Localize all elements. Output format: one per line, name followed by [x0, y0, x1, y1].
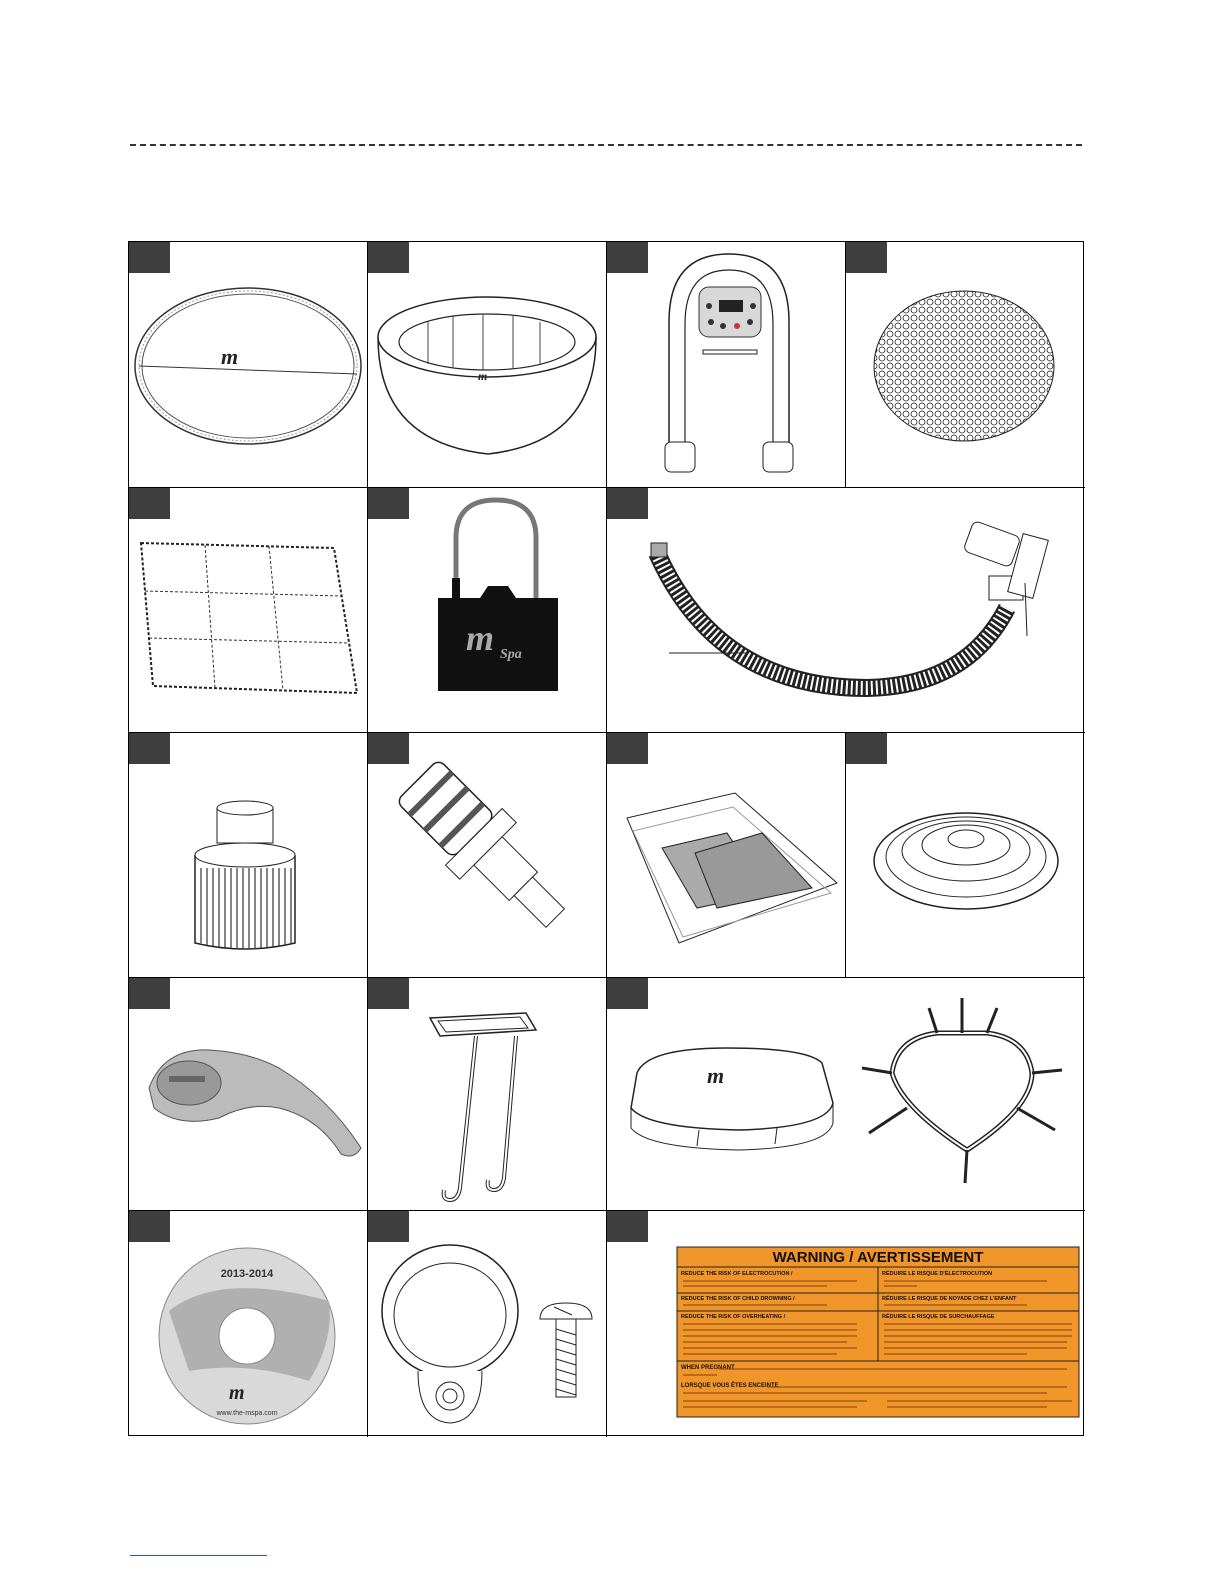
part-handle-wrench	[129, 978, 368, 1211]
floor-protector-illustration	[846, 242, 1085, 488]
part-pool-mat	[846, 733, 1085, 978]
part-floor-protector	[846, 242, 1085, 488]
warning-heading-3-en: REDUCE THE RISK OF OVERHEATING /	[681, 1314, 786, 1320]
part-manual-cd	[129, 1211, 368, 1437]
part-warning-label	[607, 1211, 1085, 1437]
part-ring-and-screw	[368, 1211, 607, 1437]
cup-holder-hook-illustration	[368, 978, 607, 1211]
cover-lid-illustration	[129, 242, 368, 488]
control-unit-illustration	[607, 242, 846, 488]
warning-label-illustration	[607, 1211, 1085, 1437]
part-hose-connector	[607, 488, 1085, 733]
ring-and-screw-illustration	[368, 1211, 607, 1437]
cover-and-frame-illustration	[607, 978, 1085, 1211]
manual-cd-illustration	[129, 1211, 368, 1437]
brand-logo: m	[466, 618, 495, 658]
warning-heading-4-en: WHEN PREGNANT	[681, 1365, 735, 1371]
spa-tub-illustration	[368, 242, 607, 488]
cd-url: www.the-mspa.com	[216, 1410, 278, 1417]
warning-heading-1-fr: RÉDUIRE LE RISQUE D'ÉLECTROCUTION	[882, 1271, 993, 1277]
part-valve-plug	[368, 733, 607, 978]
brand-logo: m	[229, 1382, 245, 1404]
brand-logo: m	[221, 344, 239, 369]
footer-link-underline[interactable]	[130, 1555, 267, 1556]
part-cup-holder-hook	[368, 978, 607, 1211]
brand-word: Spa	[500, 647, 522, 662]
cd-year: 2013-2014	[220, 1268, 274, 1280]
warning-title: WARNING / AVERTISSEMENT	[772, 1249, 984, 1266]
part-filter-cartridge	[129, 733, 368, 978]
filter-cartridge-illustration	[129, 733, 368, 978]
part-cover-and-frame	[607, 978, 1085, 1211]
ground-mat-illustration	[129, 488, 368, 733]
dashed-separator	[130, 144, 1082, 146]
parts-grid	[128, 241, 1084, 1436]
part-spa-tub	[368, 242, 607, 488]
part-ground-mat	[129, 488, 368, 733]
warning-heading-2-fr: RÉDUIRE LE RISQUE DE NOYADE CHEZ L'ENFANT	[882, 1296, 1017, 1302]
brand-logo: m	[707, 1063, 725, 1088]
part-cover-lid	[129, 242, 368, 488]
handle-wrench-illustration	[129, 978, 368, 1211]
warning-heading-5-fr: LORSQUE VOUS ÊTES ENCEINTE	[681, 1383, 779, 1389]
warning-heading-2-en: REDUCE THE RISK OF CHILD DROWNING /	[681, 1296, 795, 1302]
part-repair-kit	[607, 733, 846, 978]
hose-connector-illustration	[607, 488, 1085, 733]
carry-bag-illustration	[368, 488, 607, 733]
brand-logo: m	[478, 369, 488, 383]
part-carry-bag	[368, 488, 607, 733]
valve-plug-illustration	[368, 733, 607, 978]
pool-mat-illustration	[846, 733, 1085, 978]
repair-kit-illustration	[607, 733, 846, 978]
warning-heading-1-en: REDUCE THE RISK OF ELECTROCUTION /	[681, 1271, 793, 1277]
part-control-unit	[607, 242, 846, 488]
warning-heading-3-fr: RÉDUIRE LE RISQUE DE SURCHAUFFAGE	[882, 1314, 995, 1320]
